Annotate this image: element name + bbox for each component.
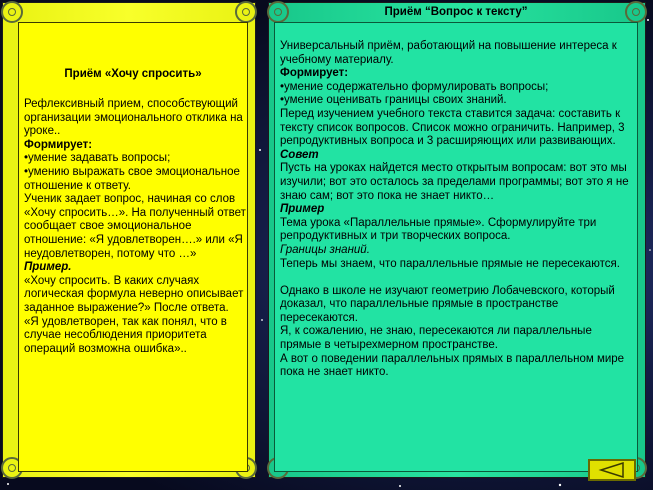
right-forms-label: Формирует: [280, 67, 349, 80]
right-form-item: •умение содержательно формулировать вопросы; [280, 80, 549, 93]
left-form-item: •умение задавать вопросы; [24, 152, 171, 165]
right-bounds-text: Однако в школе не изучают геометрию Лобачевского, который доказал, что параллельные прямые в пространстве пересекаются. [280, 284, 615, 324]
left-panel-body [24, 98, 246, 356]
right-task: Перед изучением учебного текста ставится задача: составить к тексту список вопросов. Список можно ограничить. Например, 3 репродуктивных вопроса и 3 расширяющих или развивающих. [280, 107, 625, 148]
left-form-item: •умению выражать свое эмоциональное отношение к ответу. [24, 165, 240, 192]
right-bounds-label: Границы знаний. [280, 243, 370, 256]
right-intro: Универсальный приём, работающий на повышение интереса к учебному материалу. [280, 40, 617, 66]
scroll-curl-icon [1, 1, 23, 23]
right-bounds-text: Я, к сожалению, не знаю, пересекаются ли параллельные прямые в четырехмерном пространстве. [280, 325, 592, 352]
back-button[interactable] [588, 459, 636, 481]
left-panel [18, 22, 248, 472]
left-example: «Хочу спросить. В каких случаях логическая формула неверно описывает заданное выражение?» После ответа. «Я удовлетворен, так как понял, что в случае несоблюдения приоритета операций возможна ошибка».. [24, 274, 244, 355]
left-description: Ученик задает вопрос, начиная со слов «Хочу спросить…». На полученный ответ сообщает свое эмоциональное отношение: «Я удовлетворен….» или «Я неудовлетворен, потому что …» [24, 193, 246, 260]
spacer [280, 271, 635, 285]
triangle-left-icon [597, 462, 627, 478]
right-bounds-text: Теперь мы знаем, что параллельные прямые не пересекаются. [280, 257, 620, 270]
right-bounds-text: А вот о поведении параллельных прямых в параллельном мире пока не знает никто. [280, 352, 625, 379]
right-panel-title: Приём “Вопрос к тексту” [384, 6, 528, 18]
right-example: Тема урока «Параллельные прямые». Сформулируйте три репродуктивных и три творческих вопроса. [280, 216, 597, 243]
left-example-label: Пример. [24, 261, 72, 274]
right-panel-body [280, 40, 635, 380]
scroll-curl-icon [235, 1, 257, 23]
right-example-label: Пример [280, 203, 325, 216]
left-panel-title: Приём «Хочу спросить» [64, 68, 202, 80]
left-intro: Рефлексивный прием, способствующий организации эмоционального отклика на уроке.. [24, 98, 243, 138]
right-advice: Пусть на уроках найдется место открытым вопросам: вот это мы изучили; вот это осталось за пределами программы; вот это я не знаю сам; вот это пока не знает никто… [280, 162, 629, 202]
right-advice-label: Совет [280, 148, 319, 161]
left-forms-label: Формирует: [24, 138, 93, 151]
right-form-item: •умение оценивать границы своих знаний. [280, 94, 507, 107]
